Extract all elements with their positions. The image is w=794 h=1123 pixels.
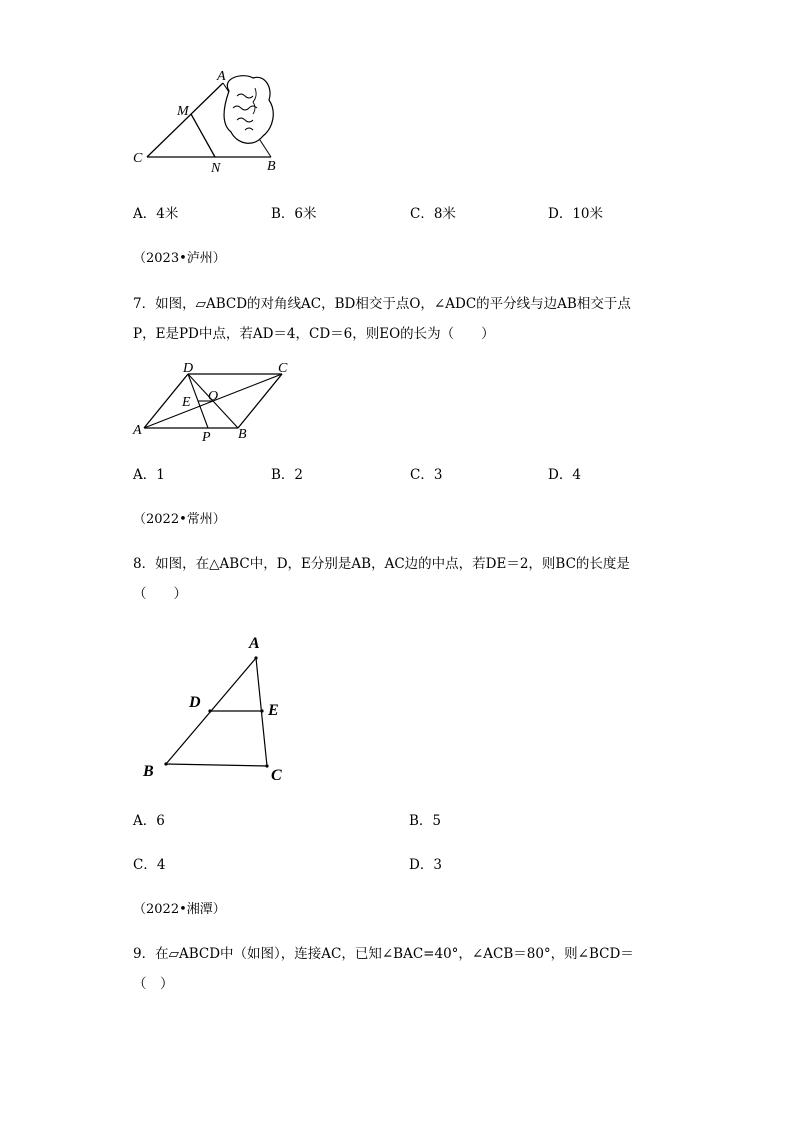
- q6-option-a[interactable]: A．4米: [133, 206, 179, 222]
- label-A: A: [249, 635, 260, 652]
- label-D: D: [189, 694, 201, 711]
- label-M: M: [177, 104, 189, 119]
- label-C: C: [271, 767, 282, 784]
- figure-q7-parallelogram: [128, 362, 298, 444]
- label-O: O: [208, 389, 219, 404]
- q6-option-b[interactable]: B．6米: [271, 206, 317, 222]
- q7-question-line2: P，E是PD中点，若AD＝4，CD＝6，则EO的长为（ ）: [133, 326, 495, 342]
- label-C: C: [278, 362, 288, 376]
- q8-option-a[interactable]: A．6: [133, 813, 165, 829]
- q8-source: （2022•常州）: [133, 512, 226, 527]
- q8-option-d[interactable]: D．3: [409, 857, 442, 873]
- lake-shape: [224, 76, 273, 144]
- point-C: [265, 764, 268, 767]
- q8-question-line1: 8．如图，在△ABC中，D，E分别是AB，AC边的中点，若DE＝2，则BC的长度是: [133, 556, 630, 572]
- segment-CA: [147, 83, 223, 157]
- q7-question-line1: 7．如图，▱ABCD的对角线AC，BD相交于点O，∠ADC的平分线与边AB相交于点: [133, 296, 631, 312]
- point-B: [164, 762, 167, 765]
- label-C: C: [133, 151, 143, 166]
- label-E: E: [182, 395, 191, 410]
- q6-option-d[interactable]: D．10米: [548, 206, 604, 222]
- point-A: [254, 656, 257, 659]
- label-A: A: [133, 423, 142, 438]
- q6-option-c[interactable]: C．8米: [410, 206, 456, 222]
- q9-source: （2022•湘潭）: [133, 902, 226, 917]
- point-D: [208, 709, 211, 712]
- label-D: D: [183, 362, 194, 376]
- q8-option-b[interactable]: B．5: [409, 813, 442, 829]
- q7-option-b[interactable]: B．2: [271, 467, 304, 483]
- label-B: B: [143, 763, 154, 780]
- q7-option-c[interactable]: C．3: [410, 467, 443, 483]
- q8-option-c[interactable]: C．4: [133, 857, 166, 873]
- label-B: B: [267, 159, 276, 174]
- q8-question-line2: （ ）: [133, 586, 187, 602]
- point-E: [260, 709, 263, 712]
- label-N: N: [211, 161, 221, 176]
- label-P: P: [202, 430, 211, 444]
- figure-q8-triangle: [135, 628, 300, 786]
- segment-MN: [191, 114, 215, 157]
- q7-option-a[interactable]: A．1: [133, 467, 165, 483]
- q7-option-d[interactable]: D．4: [548, 467, 581, 483]
- side-BC: [166, 764, 267, 766]
- label-B: B: [238, 427, 247, 442]
- q9-question-line2: （ ）: [133, 976, 174, 992]
- figure-q6-lake-triangle: [125, 66, 290, 176]
- q7-source: （2023•泸州）: [133, 251, 226, 266]
- label-A: A: [217, 69, 226, 84]
- label-E: E: [268, 702, 279, 719]
- q9-question-line1: 9．在▱ABCD中（如图），连接AC，已知∠BAC=40°，∠ACB＝80°，则∠BCD＝: [133, 946, 634, 962]
